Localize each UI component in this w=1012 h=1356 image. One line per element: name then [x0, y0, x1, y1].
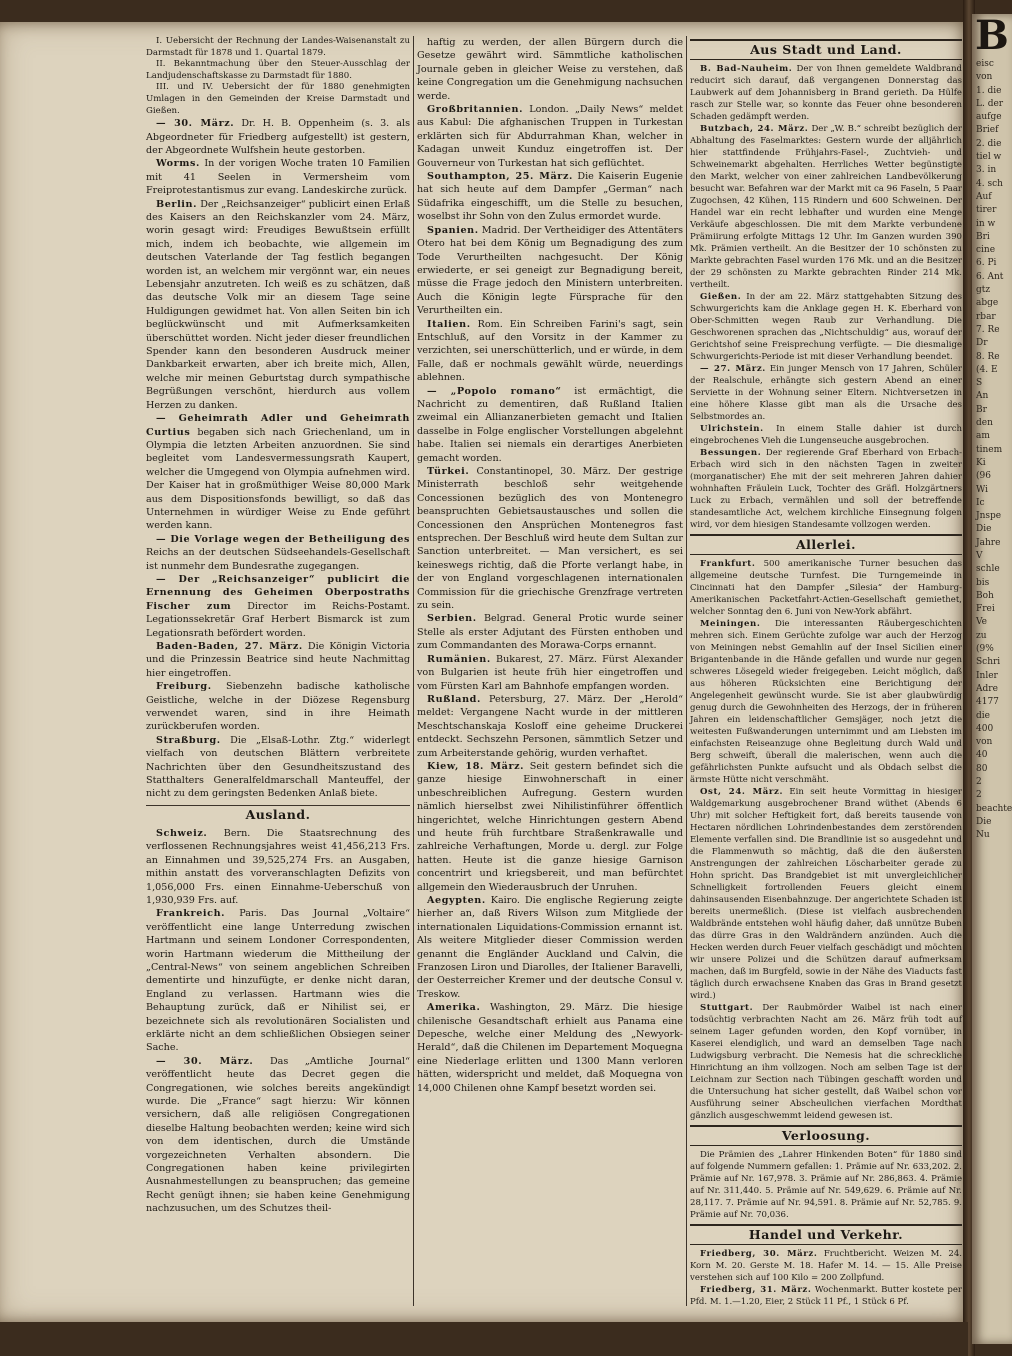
next-page-fragment: Nu: [976, 830, 990, 841]
notice-item: III. und IV. Uebersicht der für 1880 genehmigten Umlagen in den Gemeinden der Kreise Darmstadt und Gießen.: [146, 82, 410, 116]
next-page-initial: B: [975, 12, 1009, 59]
next-page-fragment: Ve: [976, 617, 987, 628]
next-page-fragment: (9%: [976, 644, 994, 655]
next-page-fragment: Bri: [976, 231, 990, 242]
news-item-text: Das „Amtliche Journal“ veröffentlicht heute das Decret gegen die Congregationen, wie solches bereits angekündigt wurde. Die „France“ sagt hierzu: Wir können versichern, daß alle religiösen Congregationen dieselbe Haltung beobachten werden; keine wird sich von dem identischen, durch die Umstände vorgezeichneten Verhalten absondern. Die Congregationen haben keine privilegirten Ausnahmestellungen zu beanspruchen; das gemeine Recht genügt ihnen; sie haben keine Genehmigung nachzusuchen, um des Schutzes theil-: [146, 1055, 410, 1215]
news-item-dateline: Baden-Baden, 27. März.: [156, 641, 303, 652]
news-item-dateline: — Geheimrath Adler und Geheimrath Curtius: [146, 413, 410, 438]
news-item-dateline: Rumänien.: [427, 653, 491, 665]
news-item: [146, 640, 410, 680]
next-page-fragment: Frei: [976, 604, 995, 615]
next-page-fragment: cine: [976, 245, 996, 256]
news-item-dateline: Großbritannien.: [427, 104, 524, 116]
news-item-dateline: Gießen.: [700, 292, 742, 302]
news-item-dateline: Freiburg.: [156, 681, 212, 693]
next-page-fragment: 40: [976, 750, 988, 761]
news-item: [417, 36, 683, 103]
left-column: [146, 36, 410, 1316]
next-page-fragment: 400: [976, 723, 994, 734]
news-item: [417, 103, 683, 170]
news-item-dateline: Butzbach, 24. März.: [700, 124, 809, 134]
news-item-dateline: Friedberg, 30. März.: [700, 1249, 818, 1259]
notice-item: II. Bekanntmachung über den Steuer-Ausschlag der Landjudenschaftskasse zu Darmstadt für 1880.: [146, 59, 410, 81]
news-item-text: Der „W. B.“ schreibt bezüglich der Abhaltung des Faselmarktes: Gestern wurde der alljährlich hier stattfindende Frühjahrs-Fasel-, Zuchtvieh- und Schweinemarkt abgehalten. Herrliches Wetter begünstigte den Markt, welcher von einer zahlreichen Landbevölkerung besucht war. Befahren war der Markt mit ca 96 Faseln, 5 Paar Zugochsen, 42 Kühen, 115 Rindern und 600 Schweinen. Der Handel war ein recht lebhafter und wurden eine Menge Verkäufe abgeschlossen. Die mit dem Markte verbundene Prämiirung erfolgte Mittags 12 Uhr. Im Ganzen wurden 390 Mk. Prämien vertheilt. An die Besitzer der 10 schönsten zu Markte gebrachten Fasel wurden 176 Mk. und an die Besitzer der 29 schönsten zu Markte gebrachten Rinder 214 Mk. vertheilt.: [690, 124, 963, 290]
lottery-results: Die Prämien des „Lahrer Hinkenden Boten“ für 1880 sind auf folgende Nummern gefallen: 1. Prämie auf Nr. 633,202. 2. Prämie auf Nr. 167,978. 3. Prämie auf Nr. 286,863. 4. Prämie auf Nr. 311,440. 5. Prämie auf Nr. 549,629. 6. Prämie auf Nr. 28,117. 7. Prämie auf Nr. 94,591. 8. Prämie auf Nr. 52,785. 9. Prämie auf Nr. 70,036.: [690, 1150, 962, 1220]
news-item-dateline: Worms.: [156, 158, 200, 170]
news-item: [146, 117, 410, 157]
news-item-text: Dr. H. B. Oppenheim (s. 3. als Abgeordneter für Friedberg aufgestellt) ist gestern, der Abgeordnete Wulfshein heute gestorben.: [146, 118, 410, 156]
next-page-fragment: rbar: [976, 311, 996, 322]
next-page-fragment: zu: [976, 630, 987, 641]
news-item-dateline: Serbien.: [427, 613, 477, 625]
news-item-dateline: — 30. März.: [156, 1055, 254, 1067]
next-page-fragment: abge: [976, 298, 999, 309]
next-page-fragments: [972, 58, 1012, 843]
next-page-fragment: 6. Pi: [976, 258, 997, 269]
news-item-text: Siebenzehn badische katholische Geistliche, welche in der Diözese Regensburg verwendet waren, sind in ihre Heimath zurückberufen worden.: [146, 681, 410, 733]
notices-list: [146, 36, 410, 117]
news-item: [146, 734, 410, 801]
news-item-dateline: Frankfurt.: [700, 559, 756, 569]
news-item: [417, 465, 683, 612]
news-item: [146, 157, 410, 197]
news-item: [417, 318, 683, 385]
news-item: [690, 786, 962, 1002]
news-item-dateline: B. Bad-Nauheim.: [700, 64, 793, 74]
next-page-fragment: Schri: [976, 657, 1001, 668]
section-heading-ausland: Ausland.: [146, 805, 410, 824]
news-item-dateline: — Der „Reichsanzeiger“ publicirt die Ernennung des Geheimen Oberpostraths Fischer zum: [146, 573, 410, 612]
section-heading-allerlei: Allerlei.: [690, 534, 962, 555]
next-page-fragment: 3. in: [976, 165, 997, 176]
news-item: [690, 123, 962, 291]
next-page-fragment: (96: [976, 471, 991, 482]
market-reports: [690, 1248, 962, 1308]
news-item-text: ist ermächtigt, die Nachricht zu dementiren, daß Rußland Italien zweimal ein Allianzanerbieten gemacht und Italien dasselbe in Folge englischer Vorstellungen abgelehnt habe. Italien sei niemals ein derartiges Anerbieten gemacht worden.: [417, 385, 683, 464]
next-page-fragment: Adre: [976, 683, 998, 694]
news-item-text: Der von Ihnen gemeldete Waldbrand reducirt sich darauf, daß vergangenen Donnerstag das Laubwerk auf dem Johannisberg in Brand gerieth. Da Hülfe rasch zur Stelle war, so konnte das Feuer ohne besonderen Schaden gedämpft werden.: [690, 64, 962, 122]
news-item-dateline: Spanien.: [427, 224, 479, 236]
news-item-dateline: Schweiz.: [156, 827, 208, 839]
news-item-text: In einem Stalle dahier ist durch eingebrochenes Vieh die Lungenseuche ausgebrochen.: [690, 424, 962, 446]
section-heading-verloosung: Verloosung.: [690, 1125, 962, 1146]
right-column: [690, 36, 962, 1316]
news-item-dateline: Aegypten.: [427, 895, 486, 906]
next-page-fragment: eisc: [976, 59, 994, 69]
news-item: [417, 170, 683, 224]
news-item-dateline: Bessungen.: [700, 448, 762, 458]
news-item-text: Die Kaiserin Eugenie hat sich heute auf dem Dampfer „German“ nach Südafrika eingeschifft, um die Stelle zu besuchen, woselbst ihr Sohn von den Zulus ermordet wurde.: [417, 171, 683, 223]
next-page-fragment: schle: [976, 564, 1000, 575]
news-item-text: Reichs an der deutschen Südseehandels-Gesellschaft ist nunmehr dem Bundesrathe zugegangen.: [146, 547, 410, 572]
news-item-text: Wochenmarkt. Butter kostete per Pfd. M. 1.—1.20, Eier, 2 Stück 11 Pf., 1 Stück 6 Pf.: [690, 1285, 962, 1307]
next-page-fragment: Die: [976, 816, 992, 827]
next-page-fragment: aufge: [976, 112, 1002, 123]
news-item-text: Ein seit heute Vormittag in hiesiger Waldgemarkung ausgebrochener Brand wüthet (Abends 6 Uhr) mit solcher Heftigkeit fort, daß bereits tausende von Hectaren nördlichen Lohrindenbestandes dem zerstörenden Elemente verfallen sind. Die Brandlinie ist so ausgedehnt und die Flammenwuth so mächtig, daß die den äußersten Anstrengungen der zahlreichen Löscharbeiter gerade zu Hohn spricht. Das Brandgebiet ist mit unvergleichlicher Schnelligkeit fortrollenden Feuers gleicht einem dahinsausenden Eisenbahnzuge. Der angerichtete Schaden ist bereits unermeßlich. (Diese ist vielfach ausbrechenden Waldbrände entstehen wohl häufig daher, daß unnütze Buben das dürre Gras in den Waldrändern anzünden. Auch die Hecken werden durch Feuer vielfach geschädigt und möchten wir unsere Polizei und die Schützen darauf aufmerksam machen, daß im Burgfeld, sowie in der Nähe des Viaducts fast täglich durch erwachsene Knaben das Gras in Brand gesetzt wird.): [690, 787, 963, 1001]
news-item: [690, 423, 962, 447]
news-item-dateline: — „Popolo romano“: [427, 385, 562, 397]
news-item-dateline: — 27. März.: [700, 364, 766, 374]
next-page-fragment: Ki: [976, 457, 986, 468]
news-item-text: Die „Elsaß-Lothr. Ztg.“ widerlegt vielfach von deutschen Blättern verbreitete Nachrichten über den Gesundheitszustand des Statthalters Generalfeldmarschall Manteuffel, der nicht zu dem geringsten Bedenken Anlaß biete.: [146, 734, 410, 800]
news-item: [690, 363, 962, 423]
next-page-fragment: 2. die: [976, 138, 1002, 149]
news-item-text: Kairo. Die englische Regierung zeigte hierher an, daß Rivers Wilson zum Mitgliede der internationalen Liquidations-Commission ernannt ist. Als weitere Mitglieder dieser Commission werden genannt die Engländer Auckland und Calvin, die Franzosen Liron und Diarolles, der Italiener Baravelli, der Oesterreicher Kremer und der deutsche Consul v. Treskow.: [417, 895, 683, 1000]
next-page-fragment: beachte: [976, 803, 1012, 814]
news-item-dateline: Kiew, 18. März.: [427, 760, 525, 772]
news-item-dateline: Berlin.: [156, 198, 198, 210]
next-page-fragment: bis: [976, 577, 990, 588]
next-page-fragment: 2: [976, 777, 982, 788]
section-heading-stadt-und-land: Aus Stadt und Land.: [690, 39, 962, 60]
next-page-fragment: 2: [976, 790, 982, 801]
news-item-text: Die interessanten Räubergeschichten mehren sich. Einem Gerüchte zufolge war auch der Herzog von Meiningen nebst Gemahlin auf der Insel Sicilien einer Brigantenbande in die Hände gefallen und wurde nur gegen schweres Lösegeld wieder freigegeben. Leicht möglich, daß aus höheren Rücksichten eine Berichtigung der Angelegenheit gewünscht wurde. Sie ist aber glaubwürdig genug durch die Gewohnheiten des Herzogs, der in früheren Jahren ein leidenschaftlicher Gemsjäger, noch jetzt die weitesten Fußwanderungen unternimmt und am Liebsten im einfachsten Reiseanzuge ohne Begleitung durch Wald und Berg schweift, überall die malerischen, wenn auch die gefährlichsten Punkte aufsucht und als Obdach selbst die ärmste Hütte nicht verschmäht.: [690, 619, 962, 785]
inland-news: [146, 117, 410, 801]
foreign-news: [417, 36, 683, 1095]
next-page-fragment: am: [976, 431, 990, 442]
news-item-text: 500 amerikanische Turner besuchen das allgemeine deutsche Turnfest. Die Turngemeinde in Cincinnati hat den Dampfer „Silesia“ der Hamburg-Amerikanischen Packetfahrt-Actien-Gesellschaft gemiethet, welcher Sonntag den 6. Juni von New-York abfährt.: [690, 559, 962, 617]
news-item: [690, 1284, 962, 1308]
news-item: [417, 693, 683, 760]
column-rule: [413, 36, 414, 1306]
news-item-text: begaben sich nach Griechenland, um in Olympia die letzten Arbeiten anzuordnen. Sie sind begleitet vom Landesvermessungsrath Kaupert, welcher die Umgegend von Olympia aufnehmen wird. Der Kaiser hat in großmüthiger Weise 80,000 Mark aus dem Dispositionsfonds bewilligt, so daß das Unternehmen in würdiger Weise zu Ende geführt werden kann.: [146, 426, 410, 532]
next-page-edge: [972, 14, 1012, 1344]
news-item-text: Paris. Das Journal „Voltaire“ veröffentlicht eine lange Unterredung zwischen Hartmann und seinem Londoner Correspondenten, worin Hartmann wiederum die Mittheilung der „Central-News“ von seinem angeblichen Schreiben dementirte und hinzufügte, er denke nicht daran, England zu verlassen. Hartmann wies die Behauptung zurück, daß er Nihilist sei, er bezeichnete sich als revolutionären Socialisten und erklärte nicht an dem schließlichen Obsiegen seiner Sache.: [146, 908, 410, 1054]
news-item: [690, 291, 962, 363]
next-page-fragment: V: [976, 550, 983, 561]
news-item-text: Madrid. Der Vertheidiger des Attentäters Otero hat bei dem König um Begnadigung des zum Tode Verurtheilten nachgesucht. Der König erwiederte, er sei geneigt zur Begnadigung bereit, müsse die Frage jedoch den Ministern unterbreiten. Auch die Königin legte Fürsprache für den Verurtheilten ein.: [417, 224, 683, 317]
news-item-dateline: — Die Vorlage wegen der Betheiligung des: [156, 533, 410, 545]
news-item-text: Seit gestern befindet sich die ganze hiesige Einwohnerschaft in einer unbeschreiblichen Aufregung. Gestern wurden nämlich hierselbst zwei Nihilistinführer öffentlich hingerichtet, welche Hinrichtungen gestern Abend und heute früh furchtbare Straßenkrawalle und zahlreiche Verhaftungen, Morde u. dergl. zur Folge hatten. Heute ist die ganze hiesige Garnison concentrirt und kriegsbereit, und man befürchtet allgemein den Wiederausbruch der Unruhen.: [417, 760, 684, 893]
news-item-text: In der am 22. März stattgehabten Sitzung des Schwurgerichts kam die Anklage gegen H. K. Eberhard von Ober-Schmitten wegen Raub zur Verhandlung. Die Geschworenen sprachen das „Nichtschuldig“ aus, worauf der Gerichtshof seine Freisprechung verfügte. — Die diesmalige Schwurgerichts-Periode ist mit dieser Verhandlung beendet.: [690, 292, 963, 362]
notice-item: I. Uebersicht der Rechnung der Landes-Waisenanstalt zu Darmstadt für 1878 und 1. Quartal 1879.: [146, 36, 410, 58]
next-page-fragment: Brief: [976, 125, 999, 136]
next-page-fragment: Br: [976, 404, 987, 415]
next-page-fragment: Boh: [976, 590, 994, 601]
next-page-fragment: Auf: [976, 191, 992, 202]
next-page-fragment: die: [976, 710, 990, 721]
news-item-dateline: Türkei.: [427, 466, 470, 477]
next-page-fragment: tinem: [976, 444, 1003, 455]
news-item-dateline: Ulrichstein.: [700, 424, 764, 434]
news-item: [417, 385, 683, 465]
column-rule: [686, 36, 687, 1306]
news-item-text: In der vorigen Woche traten 10 Familien mit 41 Seelen in Vermersheim vom Freiprotestantismus zur evang. Landeskirche zurück.: [146, 158, 410, 197]
news-item-dateline: Amerika.: [427, 1002, 481, 1014]
news-item: [146, 1055, 410, 1216]
news-item: [146, 907, 410, 1054]
middle-column: [417, 36, 683, 1316]
next-page-fragment: Jnspe: [976, 511, 1002, 522]
news-item-dateline: — 30. März.: [156, 118, 235, 130]
news-item: [146, 827, 410, 907]
news-item-text: haftig zu werden, der allen Bürgern durch die Gesetze gewährt wird. Sämmtliche katholischen Journale geben in gleicher Weise zu verstehen, daß keine Congregation um die Genehmigung nachsuchen werde.: [417, 37, 683, 102]
news-item: [417, 760, 683, 894]
next-page-fragment: 4. sch: [976, 178, 1003, 189]
next-page-fragment: L. der: [976, 98, 1004, 109]
next-page-fragment: 7. Re: [976, 324, 1000, 335]
news-item: [690, 1002, 962, 1122]
news-item: [417, 224, 683, 318]
next-page-fragment: den: [976, 418, 993, 429]
next-page-fragment: gtz: [976, 285, 991, 296]
next-page-fragment: Dr: [976, 338, 988, 349]
ausland-news: [146, 827, 410, 1216]
next-page-fragment: S: [976, 378, 983, 389]
news-item: [690, 1248, 962, 1284]
next-page-fragment: Ic: [976, 497, 985, 508]
news-item: [146, 573, 410, 640]
news-item-text: Director im Reichs-Postamt. Legationssekretär Graf Herbert Bismarck ist zum Legationsrath befördert worden.: [146, 600, 410, 639]
next-page-fragment: Wi: [976, 484, 988, 495]
news-item-text: London. „Daily News“ meldet aus Kabul: Die afghanischen Truppen in Turkestan erklärten sich für Abdurrahman Khan, welcher in Kadagan unweit Kunduz eingetroffen ist. Der Gouverneur von Turkestan hat sich geflüchtet.: [417, 104, 683, 169]
news-item: [417, 612, 683, 652]
news-item: [417, 1001, 683, 1095]
next-page-fragment: 4177: [976, 697, 999, 708]
next-page-fragment: in w: [976, 218, 996, 229]
news-item-dateline: Friedberg, 31. März.: [700, 1285, 812, 1295]
news-item-dateline: Southampton, 25. März.: [427, 171, 573, 183]
news-item-text: Petersburg, 27. März. Der „Herold“ meldet: Vergangene Nacht wurde in der mittleren Meschtschanskaja Kosloff eine geheime Druckerei entdeckt. Sechszehn Personen, sämmtlich Setzer und zum Arbeiterstande gehörig, wurden verhaftet.: [417, 693, 683, 759]
news-item-dateline: Rußland.: [427, 693, 481, 705]
bottom-edge: [0, 1322, 968, 1356]
news-item-text: Fruchtbericht. Weizen M. 24. Korn M. 20. Gerste M. 18. Hafer M. 14. — 15. Alle Preise verstehen sich auf 100 Kilo = 200 Zollpfund.: [690, 1249, 963, 1283]
next-page-fragment: 6. Ant: [976, 271, 1004, 282]
news-item-dateline: Meiningen.: [700, 619, 761, 629]
news-item: [146, 533, 410, 573]
next-page-fragment: Jahre: [976, 537, 1001, 548]
news-item: [690, 447, 962, 531]
news-item-text: Bern. Die Staatsrechnung des verflossenen Rechnungsjahres weist 41,456,213 Frs. an Einnahmen und 39,525,274 Frs. an Ausgaben, mithin anstatt des vorveranschlagten Defizits von 1,056,000 Frs. einen Einnahme-Ueberschuß von 1,930,939 Frs. auf.: [146, 827, 410, 906]
news-item-text: Ein junger Mensch von 17 Jahren, Schüler der Realschule, erhängte sich gestern Abend an einer Serviette in der Wohnung seiner Eltern. Nichtversetzen in eine höhere Klasse gibt man als die Ursache des Selbstmordes an.: [690, 364, 962, 422]
news-item-dateline: Italien.: [427, 318, 471, 330]
news-item: [690, 558, 962, 618]
news-item-text: Constantinopel, 30. März. Der gestrige Ministerrath beschloß sehr weitgehende Concessionen bezüglich des von Montenegro beanspruchten Gebietsaustausches und sollen die Concessionen den Ansprüchen Montenegros fast entsprechen. Der Beschluß wird heute dem Sultan zur Sanction unterbreitet. — Man versichert, es sei keineswegs richtig, daß die Pforte verlangt habe, in der von England vorgeschlagenen internationalen Commission für die griechische Grenzfrage vertreten zu sein.: [417, 466, 683, 612]
next-page-fragment: Inler: [976, 670, 998, 681]
news-item: [690, 63, 962, 123]
next-page-fragment: 1. die: [976, 85, 1002, 96]
news-item: [690, 618, 962, 786]
news-item-dateline: Frankreich.: [156, 908, 226, 920]
next-page-fragment: Die: [976, 524, 992, 535]
next-page-fragment: von: [976, 72, 993, 83]
news-item-text: Der Raubmörder Waibel ist nach einer todsüchtig verbrachten Nacht am 26. März früh todt auf seinem Lager gefunden worden, den Kopf vornüber, in Kaserei elendiglich, und ward an demselben Tage nach Ludwigsburg verbracht. Die Nemesis hat die schreckliche Hinrichtung an ihm vollzogen. Noch am selben Tage ist der Leichnam zur Section nach Tübingen geschafft worden und die Untersuchung hat sicher gestellt, daß Waibel schon vor Ausführung seiner Abscheulichen vierfachen Mordthat gänzlich ausgeschwemmt leidend gewesen ist.: [690, 1003, 962, 1121]
next-page-fragment: tirer: [976, 205, 997, 216]
next-page-fragment: 80: [976, 763, 988, 774]
miscellany-news: [690, 558, 962, 1122]
local-news: [690, 63, 962, 531]
news-item-text: Die Königin Victoria und die Prinzessin Beatrice sind heute Nachmittag hier eingetroffen.: [146, 641, 410, 679]
news-item: [146, 680, 410, 734]
news-item-dateline: Straßburg.: [156, 734, 221, 746]
news-item-text: Rom. Ein Schreiben Farini's sagt, sein Entschluß, auf den Vorsitz in der Kammer zu verzichten, sei unerschütterlich, und er würde, in dem Falle, daß er nochmals gewählt würde, neuerdings ablehnen.: [417, 318, 683, 384]
next-page-fragment: 8. Re: [976, 351, 1000, 362]
next-page-fragment: An: [976, 391, 989, 402]
news-item-text: Der regierende Graf Eberhard von Erbach-Erbach wird sich in den nächsten Tagen in zweiter (morganatischer) Ehe mit der seit mehreren Jahren dahier wohnhaften Fräulein Luck, Tochter des Gräfl. Holzgärtners Luck zu Erbach, vermählen und soll der betreffende standesamtliche Act, welchem kirchliche Einsegnung folgen wird, vor dem hiesigen Standesamte vollzogen werden.: [690, 448, 962, 530]
news-item: [146, 198, 410, 413]
next-page-fragment: tiel w: [976, 152, 1002, 163]
news-item: [417, 653, 683, 693]
news-item: [146, 412, 410, 533]
news-item: [417, 894, 683, 1001]
news-item-dateline: Ost, 24. März.: [700, 787, 784, 797]
news-item-text: Belgrad. General Protic wurde seiner Stelle als erster Adjutant des Fürsten enthoben und zum Commandanten des Morawa-Corps ernannt.: [417, 613, 683, 652]
news-item-text: Der „Reichsanzeiger“ publicirt einen Erlaß des Kaisers an den Reichskanzler vom 24. März, worin gesagt wird: Freudiges Bewußtsein erfüllt mich, indem ich beobachte, wie allgemein im deutschen Vaterlande der Tag festlich begangen worden ist, an welchem mir vergönnt war, ein neues Lebensjahr anzutreten. Ich weiß es zu schätzen, daß das deutsche Volk mir an diesem Tage seine Huldigungen gewidmet hat. Von allen Seiten bin ich beglückwünscht und mit Aufmerksamkeiten überschüttet worden. Nicht jeder dieser freundlichen Spender kann den besonderen Ausdruck meiner Dankbarkeit erwarten, aber ich breite mich, Allen, welche mir meinen Geburtstag durch sympathische Begrüßungen verschönt, hierdurch aus vollem Herzen zu danken.: [146, 198, 410, 411]
news-item-text: Washington, 29. März. Die hiesige chilenische Gesandtschaft erhielt aus Panama eine Depesche, welche einer Meldung des „Newyork-Herald“, daß die Chilenen im Departement Moquegna eine Niederlage erlitten und 1300 Mann verloren hätten, widerspricht und meldet, daß Moquegna von 14,000 Chilenen ohne Kampf besetzt worden sei.: [417, 1002, 683, 1094]
news-item-dateline: Stuttgart.: [700, 1003, 754, 1013]
section-heading-handel: Handel und Verkehr.: [690, 1224, 962, 1245]
news-item-text: Bukarest, 27. März. Fürst Alexander von Bulgarien ist heute früh hier eingetroffen und vom Fürsten Karl am Bahnhofe empfangen worden.: [417, 653, 683, 692]
next-page-fragment: von: [976, 737, 993, 748]
next-page-fragment: (4. E: [976, 364, 998, 375]
